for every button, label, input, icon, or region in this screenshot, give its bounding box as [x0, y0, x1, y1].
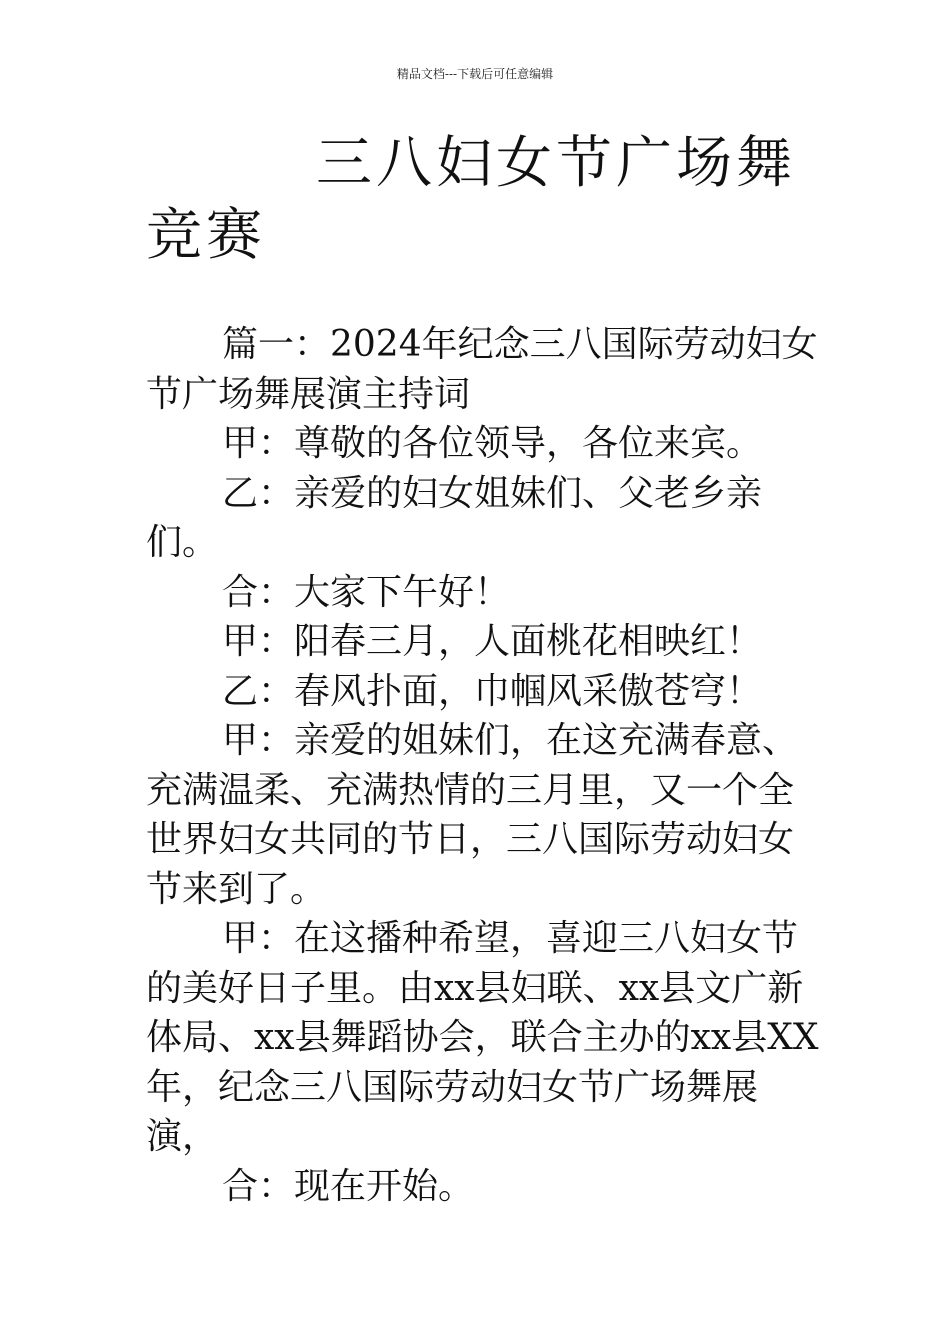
paragraph: 甲：亲爱的姐妹们，在这充满春意、充满温柔、充满热情的三月里，又一个全世界妇女共同的节日，三八国际劳动妇女节来到了。	[146, 720, 799, 910]
paragraph: 合：大家下午好！	[222, 571, 511, 613]
page-header: 精品文档---下载后可任意编辑	[396, 67, 554, 81]
paragraph: 甲：在这播种希望，喜迎三八妇女节的美好日子里。由xx县妇联、xx县文广新体局、xx县舞蹈协会，联合主办的xx县XX年，纪念三八国际劳动妇女节广场舞展演，	[146, 918, 819, 1157]
paragraph-heading: 篇一：2024年纪念三八国际劳动妇女节广场舞展演主持词	[146, 324, 818, 415]
paragraph: 甲：尊敬的各位领导，各位来宾。	[222, 423, 763, 464]
paragraph: 甲：阳春三月，人面桃花相映红！	[222, 621, 763, 662]
document-body	[146, 320, 826, 1211]
paragraph: 乙：春风扑面，巾帼风采傲苍穹！	[222, 670, 763, 712]
paragraph: 合：现在开始。	[222, 1165, 475, 1207]
paragraph: 乙：亲爱的妇女姐妹们、父老乡亲们。	[146, 472, 763, 563]
document-title: 三八妇女节广场舞竞赛	[146, 131, 796, 268]
